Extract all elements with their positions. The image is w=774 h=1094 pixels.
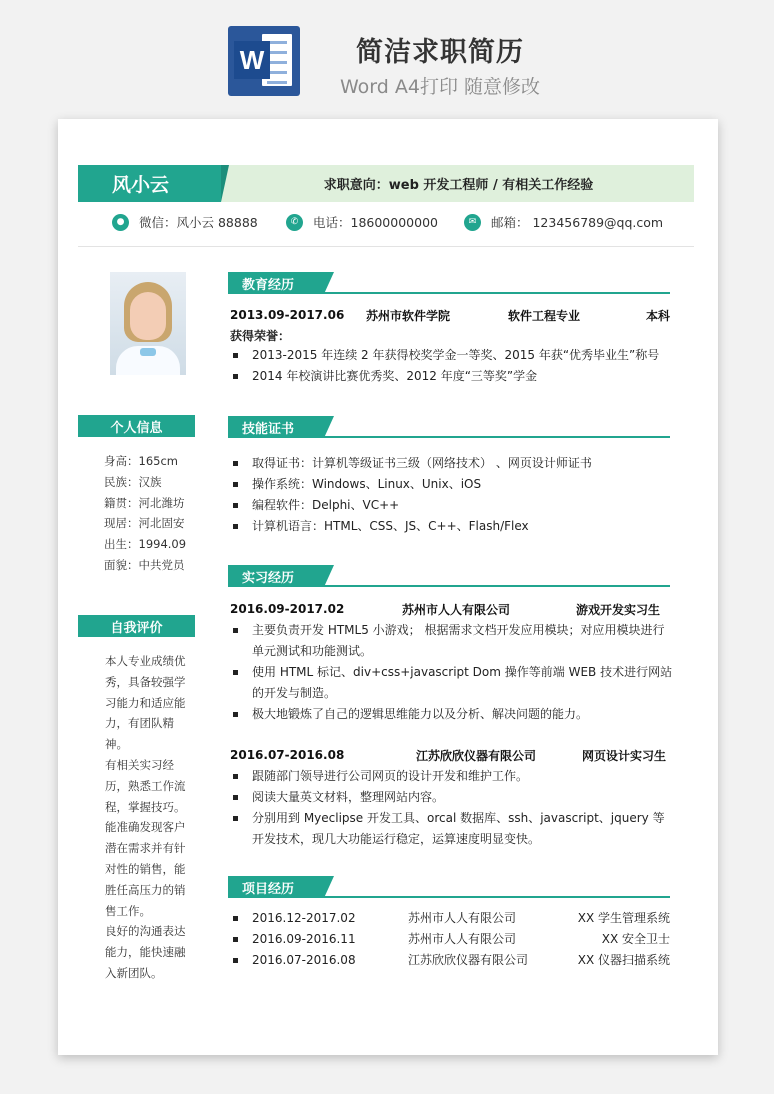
self-line: 胜任高压力的销 [105, 882, 186, 897]
self-evaluation-heading: 自我评价 [78, 615, 195, 637]
self-line: 程，掌握技巧。 [105, 799, 186, 814]
job-objective: 求职意向：web 开发工程师 / 有相关工作经验 [323, 178, 594, 193]
self-line: 能力，能快速融 [105, 945, 186, 960]
personal-info-list [104, 451, 204, 576]
contact-email [464, 213, 663, 231]
internship-heading [228, 565, 670, 587]
list-item: 取得证书：计算机等级证书三级（网络技术） 、网页设计师证书 [230, 453, 675, 474]
info-item: 出生：1994.09 [104, 537, 187, 552]
self-line: 力，有团队精神。 [105, 716, 174, 752]
project-name: XX 学生管理系统 [577, 911, 670, 925]
list-item: 使用 HTML 标记、div+css+javascript Dom 操作等前端 WEB 技术进行网站的开发与制造。 [230, 662, 675, 704]
list-item: 计算机语言：HTML、CSS、JS、C++、Flash/Flex [230, 516, 675, 537]
internship-title: 实习经历 [228, 565, 324, 587]
skills-title: 技能证书 [228, 416, 324, 438]
list-item: 2013-2015 年连续 2 年获得校奖学金一等奖、2015 年获“优秀毕业生”称号 [230, 345, 675, 366]
project-date: 2016.07-2016.08 [252, 953, 356, 967]
self-line: 潜在需求并有针 [105, 841, 186, 856]
resume-page [58, 119, 718, 1055]
list-item: 主要负责开发 HTML5 小游戏； 根据需求文档开发应用模块；对应用模块进行单元测试和功能测试。 [230, 620, 675, 662]
skills-heading [228, 416, 670, 438]
list-item: 编程软件：Delphi、VC++ [230, 495, 675, 516]
job-duties-list [230, 766, 675, 850]
projects-title: 项目经历 [228, 876, 324, 898]
honors-label: 获得荣誉： [230, 329, 291, 343]
contact-phone [286, 213, 438, 231]
contact-row [98, 213, 698, 235]
skills-list [230, 453, 675, 537]
education-period: 2013.09-2017.06 [230, 308, 345, 322]
education-title: 教育经历 [228, 272, 324, 294]
project-company: 苏州市人人有限公司 [408, 932, 517, 946]
self-evaluation-text [105, 651, 193, 984]
phone-icon: ✆ [286, 214, 303, 231]
education-major: 软件工程专业 [508, 308, 581, 323]
job-row [230, 746, 670, 764]
mail-icon: ✉ [464, 214, 481, 231]
project-date: 2016.12-2017.02 [252, 911, 356, 925]
job-company: 苏州市人人有限公司 [402, 602, 511, 617]
project-name: XX 仪器扫描系统 [577, 953, 670, 967]
info-item: 现居：河北固安 [104, 516, 185, 531]
self-line: 良好的沟通表达 [105, 924, 186, 939]
self-line: 历，熟悉工作流 [105, 778, 186, 793]
project-name: XX 安全卫士 [601, 932, 670, 946]
list-item: 2014 年校演讲比赛优秀奖、2012 年度“三等奖”学金 [230, 366, 675, 387]
word-icon [228, 26, 300, 96]
list-item: 极大地锻炼了自己的逻辑思维能力以及分析、解决问题的能力。 [230, 704, 675, 725]
job-duties-list [230, 620, 675, 725]
education-row [230, 306, 670, 324]
candidate-name: 风小云 [78, 165, 221, 202]
name-bar [78, 165, 694, 202]
personal-info-heading: 个人信息 [78, 415, 195, 437]
info-item: 籍贯：河北潍坊 [104, 495, 185, 510]
contact-wechat [112, 213, 258, 231]
table-row [230, 929, 670, 950]
job-company: 江苏欣欣仪器有限公司 [416, 748, 537, 763]
banner [0, 0, 774, 110]
email-text: 邮箱： 123456789@qq.com [491, 215, 664, 230]
info-item: 身高：165cm [104, 454, 178, 468]
job-role: 网页设计实习生 [582, 748, 667, 763]
job-period: 2016.09-2017.02 [230, 602, 345, 616]
banner-title: 简洁求职简历 [356, 37, 524, 68]
table-row [230, 908, 670, 929]
list-item: 操作系统：Windows、Linux、Unix、iOS [230, 474, 675, 495]
self-line: 本人专业成绩优 [105, 654, 186, 668]
wechat-icon: ● [112, 214, 129, 231]
self-line: 习能力和适应能 [105, 695, 186, 710]
word-logo-letter: W [234, 41, 270, 79]
list-item: 跟随部门领导进行公司网页的设计开发和维护工作。 [230, 766, 675, 787]
info-item: 民族：汉族 [104, 474, 162, 489]
job-role: 游戏开发实习生 [576, 602, 661, 617]
honors-list [230, 345, 675, 387]
self-line: 售工作。 [105, 903, 151, 918]
job-period: 2016.07-2016.08 [230, 748, 345, 762]
phone-text: 电话：18600000000 [313, 215, 438, 230]
education-school: 苏州市软件学院 [366, 308, 451, 323]
project-date: 2016.09-2016.11 [252, 932, 356, 946]
list-item: 分别用到 Myeclipse 开发工具、orcal 数据库、ssh、javascript、jquery 等开发技术，现几大功能运行稳定，运算速度明显变快。 [230, 808, 675, 850]
project-company: 江苏欣欣仪器有限公司 [408, 953, 529, 967]
wechat-text: 微信：风小云 88888 [139, 215, 258, 230]
list-item: 阅读大量英文材料，整理网站内容。 [230, 787, 675, 808]
profile-photo [110, 272, 186, 375]
info-item: 面貌：中共党员 [104, 557, 185, 572]
education-heading [228, 272, 670, 294]
education-degree: 本科 [646, 308, 671, 323]
self-line: 秀，具备较强学 [105, 674, 186, 689]
self-line: 有相关实习经 [105, 757, 174, 772]
self-line: 对性的销售，能 [105, 861, 186, 876]
projects-heading [228, 876, 670, 898]
project-company: 苏州市人人有限公司 [408, 911, 517, 925]
banner-subtitle: Word A4打印 随意修改 [339, 76, 540, 98]
table-row [230, 950, 670, 971]
job-row [230, 600, 670, 618]
divider [78, 246, 694, 247]
self-line: 入新团队。 [105, 965, 163, 980]
self-line: 能准确发现客户 [105, 820, 186, 835]
projects-list [230, 908, 670, 971]
